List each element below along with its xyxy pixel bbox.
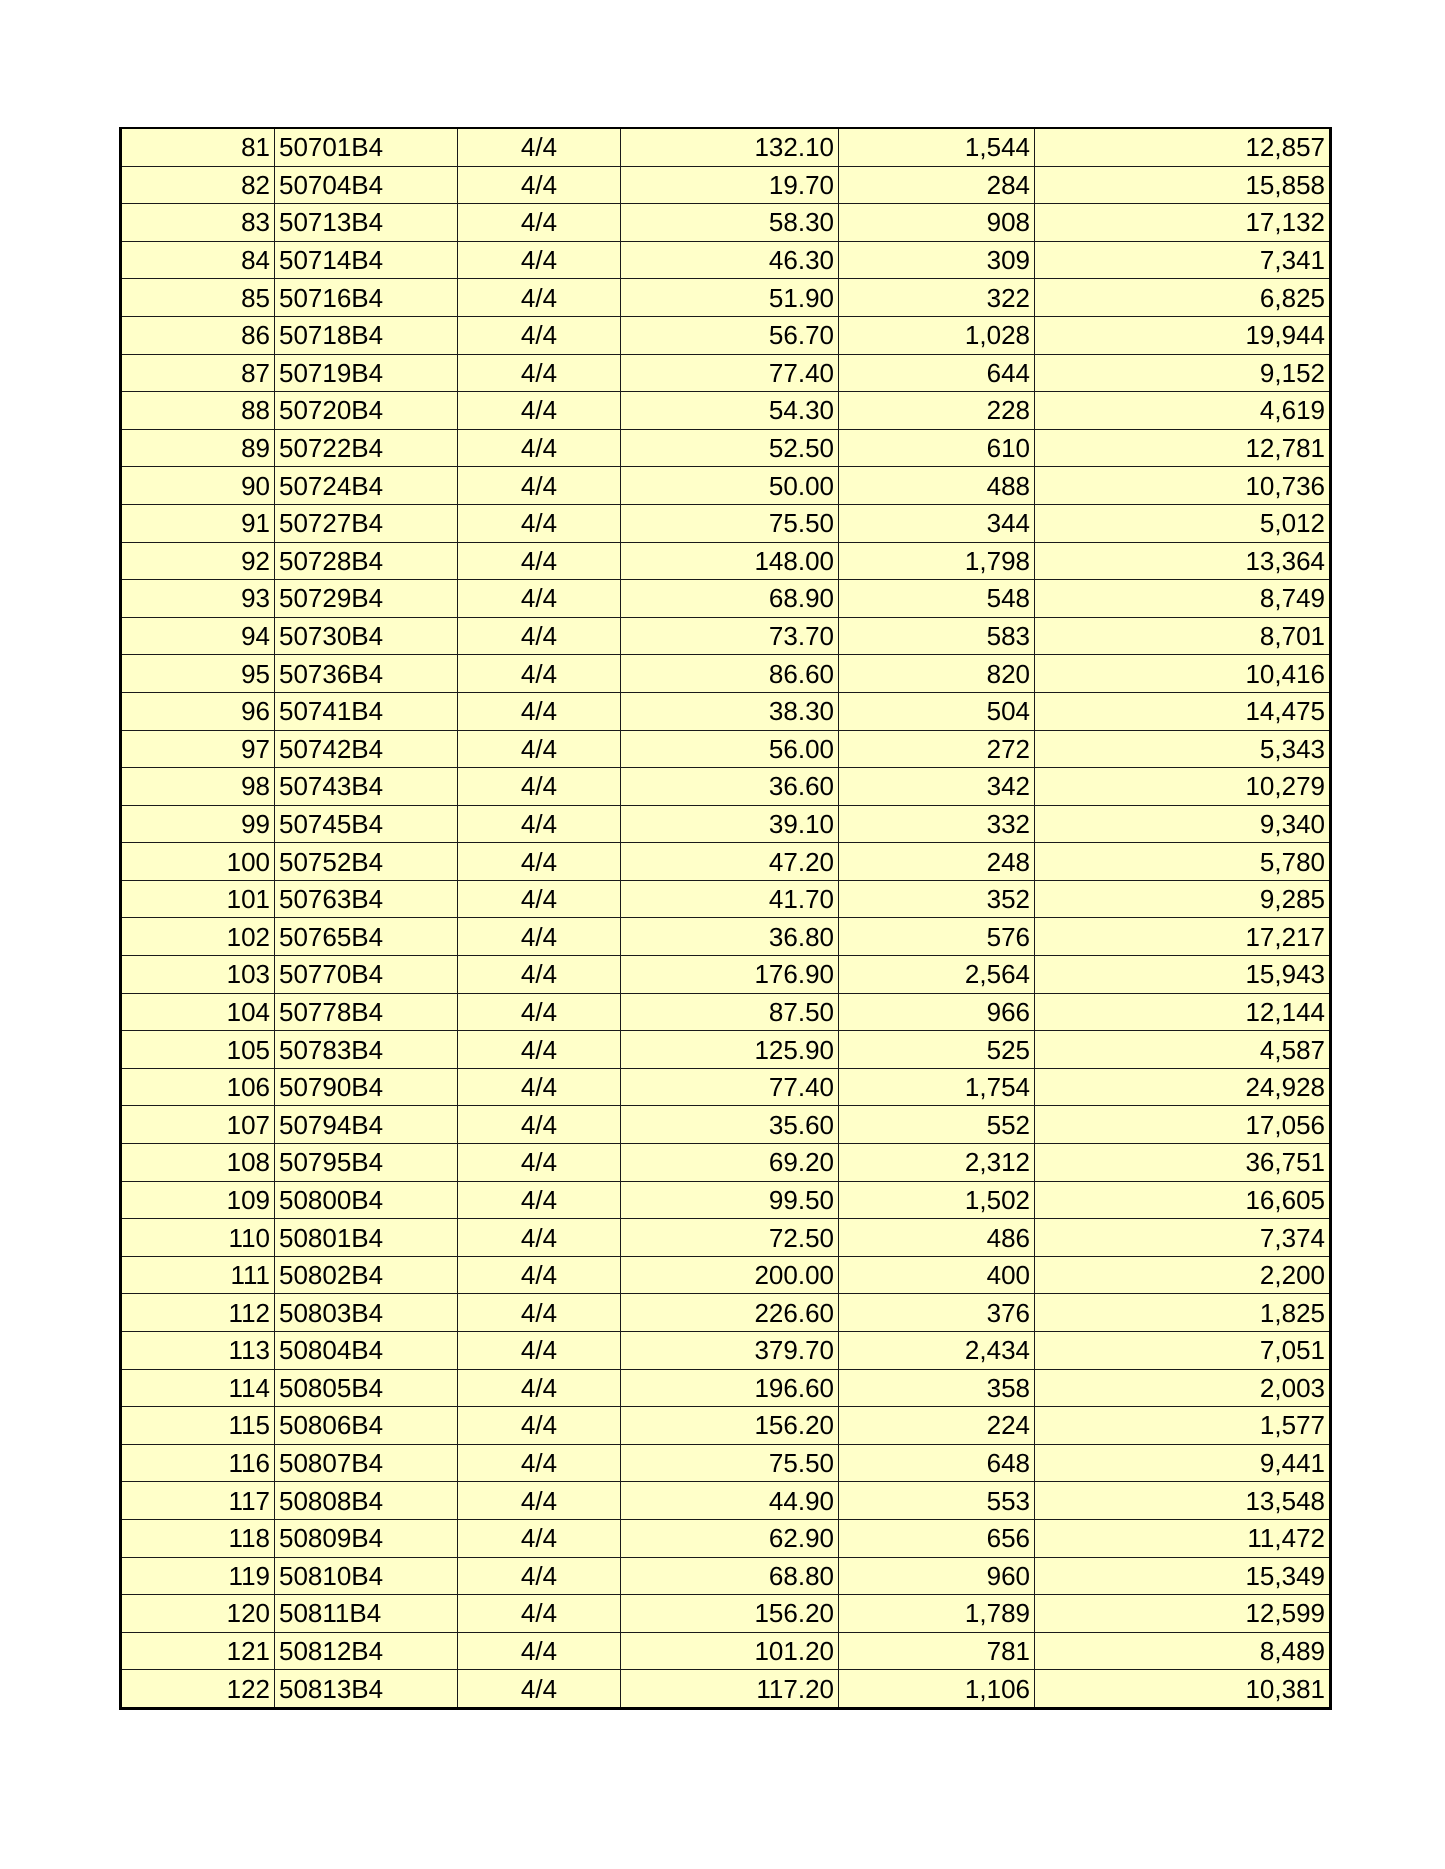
table-row <box>121 1444 1331 1482</box>
value-3-cell: 2,200 <box>1035 1256 1331 1294</box>
fraction-cell: 4/4 <box>458 880 621 918</box>
table-row <box>121 467 1331 505</box>
fraction-cell: 4/4 <box>458 504 621 542</box>
row-number-cell: 98 <box>121 768 275 806</box>
table-body <box>121 128 1331 1708</box>
row-number-cell: 122 <box>121 1670 275 1709</box>
item-id-cell: 50770B4 <box>275 956 458 994</box>
value-1-cell: 41.70 <box>621 880 839 918</box>
item-id-cell: 50763B4 <box>275 880 458 918</box>
value-3-cell: 5,780 <box>1035 843 1331 881</box>
data-table <box>119 127 1332 1710</box>
value-2-cell: 224 <box>839 1407 1035 1445</box>
value-1-cell: 50.00 <box>621 467 839 505</box>
row-number-cell: 118 <box>121 1519 275 1557</box>
value-3-cell: 24,928 <box>1035 1068 1331 1106</box>
fraction-cell: 4/4 <box>458 1294 621 1332</box>
table-row <box>121 542 1331 580</box>
fraction-cell: 4/4 <box>458 617 621 655</box>
value-3-cell: 12,144 <box>1035 993 1331 1031</box>
value-2-cell: 504 <box>839 692 1035 730</box>
value-3-cell: 10,279 <box>1035 768 1331 806</box>
value-1-cell: 52.50 <box>621 429 839 467</box>
value-3-cell: 9,285 <box>1035 880 1331 918</box>
value-1-cell: 44.90 <box>621 1482 839 1520</box>
row-number-cell: 105 <box>121 1031 275 1069</box>
fraction-cell: 4/4 <box>458 918 621 956</box>
row-number-cell: 117 <box>121 1482 275 1520</box>
value-2-cell: 344 <box>839 504 1035 542</box>
fraction-cell: 4/4 <box>458 956 621 994</box>
item-id-cell: 50794B4 <box>275 1106 458 1144</box>
item-id-cell: 50728B4 <box>275 542 458 580</box>
table-row <box>121 392 1331 430</box>
item-id-cell: 50803B4 <box>275 1294 458 1332</box>
item-id-cell: 50813B4 <box>275 1670 458 1709</box>
value-1-cell: 156.20 <box>621 1407 839 1445</box>
value-3-cell: 8,489 <box>1035 1632 1331 1670</box>
row-number-cell: 87 <box>121 354 275 392</box>
value-1-cell: 200.00 <box>621 1256 839 1294</box>
fraction-cell: 4/4 <box>458 805 621 843</box>
value-2-cell: 284 <box>839 166 1035 204</box>
item-id-cell: 50783B4 <box>275 1031 458 1069</box>
value-1-cell: 54.30 <box>621 392 839 430</box>
row-number-cell: 121 <box>121 1632 275 1670</box>
item-id-cell: 50752B4 <box>275 843 458 881</box>
value-2-cell: 656 <box>839 1519 1035 1557</box>
value-1-cell: 226.60 <box>621 1294 839 1332</box>
value-1-cell: 75.50 <box>621 504 839 542</box>
fraction-cell: 4/4 <box>458 166 621 204</box>
table-row <box>121 204 1331 242</box>
row-number-cell: 90 <box>121 467 275 505</box>
fraction-cell: 4/4 <box>458 655 621 693</box>
item-id-cell: 50805B4 <box>275 1369 458 1407</box>
row-number-cell: 116 <box>121 1444 275 1482</box>
value-2-cell: 644 <box>839 354 1035 392</box>
value-2-cell: 553 <box>839 1482 1035 1520</box>
value-3-cell: 8,701 <box>1035 617 1331 655</box>
row-number-cell: 89 <box>121 429 275 467</box>
fraction-cell: 4/4 <box>458 1407 621 1445</box>
row-number-cell: 82 <box>121 166 275 204</box>
fraction-cell: 4/4 <box>458 392 621 430</box>
table-row <box>121 128 1331 166</box>
value-3-cell: 11,472 <box>1035 1519 1331 1557</box>
fraction-cell: 4/4 <box>458 1106 621 1144</box>
row-number-cell: 96 <box>121 692 275 730</box>
row-number-cell: 104 <box>121 993 275 1031</box>
value-1-cell: 62.90 <box>621 1519 839 1557</box>
value-3-cell: 9,152 <box>1035 354 1331 392</box>
value-2-cell: 648 <box>839 1444 1035 1482</box>
value-1-cell: 36.60 <box>621 768 839 806</box>
table-row <box>121 429 1331 467</box>
fraction-cell: 4/4 <box>458 768 621 806</box>
value-1-cell: 68.90 <box>621 580 839 618</box>
row-number-cell: 106 <box>121 1068 275 1106</box>
row-number-cell: 101 <box>121 880 275 918</box>
fraction-cell: 4/4 <box>458 580 621 618</box>
table-row <box>121 843 1331 881</box>
fraction-cell: 4/4 <box>458 241 621 279</box>
item-id-cell: 50810B4 <box>275 1557 458 1595</box>
row-number-cell: 95 <box>121 655 275 693</box>
table-row <box>121 1068 1331 1106</box>
row-number-cell: 81 <box>121 128 275 166</box>
value-1-cell: 56.70 <box>621 316 839 354</box>
fraction-cell: 4/4 <box>458 1181 621 1219</box>
row-number-cell: 111 <box>121 1256 275 1294</box>
value-1-cell: 156.20 <box>621 1595 839 1633</box>
value-3-cell: 15,858 <box>1035 166 1331 204</box>
item-id-cell: 50719B4 <box>275 354 458 392</box>
item-id-cell: 50701B4 <box>275 128 458 166</box>
item-id-cell: 50741B4 <box>275 692 458 730</box>
item-id-cell: 50722B4 <box>275 429 458 467</box>
value-2-cell: 2,312 <box>839 1144 1035 1182</box>
item-id-cell: 50804B4 <box>275 1332 458 1370</box>
row-number-cell: 102 <box>121 918 275 956</box>
fraction-cell: 4/4 <box>458 128 621 166</box>
fraction-cell: 4/4 <box>458 1219 621 1257</box>
row-number-cell: 85 <box>121 279 275 317</box>
item-id-cell: 50807B4 <box>275 1444 458 1482</box>
value-1-cell: 72.50 <box>621 1219 839 1257</box>
value-2-cell: 2,434 <box>839 1332 1035 1370</box>
value-3-cell: 15,943 <box>1035 956 1331 994</box>
value-2-cell: 2,564 <box>839 956 1035 994</box>
value-2-cell: 1,502 <box>839 1181 1035 1219</box>
fraction-cell: 4/4 <box>458 467 621 505</box>
value-2-cell: 1,798 <box>839 542 1035 580</box>
table-row <box>121 1144 1331 1182</box>
item-id-cell: 50802B4 <box>275 1256 458 1294</box>
table-row <box>121 1670 1331 1709</box>
table-row <box>121 1369 1331 1407</box>
value-3-cell: 9,441 <box>1035 1444 1331 1482</box>
table-row <box>121 166 1331 204</box>
value-1-cell: 73.70 <box>621 617 839 655</box>
value-2-cell: 908 <box>839 204 1035 242</box>
value-1-cell: 87.50 <box>621 993 839 1031</box>
row-number-cell: 93 <box>121 580 275 618</box>
value-1-cell: 75.50 <box>621 1444 839 1482</box>
value-3-cell: 13,548 <box>1035 1482 1331 1520</box>
value-1-cell: 176.90 <box>621 956 839 994</box>
item-id-cell: 50806B4 <box>275 1407 458 1445</box>
value-3-cell: 9,340 <box>1035 805 1331 843</box>
item-id-cell: 50812B4 <box>275 1632 458 1670</box>
value-2-cell: 400 <box>839 1256 1035 1294</box>
item-id-cell: 50729B4 <box>275 580 458 618</box>
item-id-cell: 50724B4 <box>275 467 458 505</box>
table-row <box>121 805 1331 843</box>
row-number-cell: 120 <box>121 1595 275 1633</box>
value-2-cell: 820 <box>839 655 1035 693</box>
value-3-cell: 15,349 <box>1035 1557 1331 1595</box>
table-row <box>121 1256 1331 1294</box>
item-id-cell: 50801B4 <box>275 1219 458 1257</box>
fraction-cell: 4/4 <box>458 429 621 467</box>
table-row <box>121 1294 1331 1332</box>
value-3-cell: 7,051 <box>1035 1332 1331 1370</box>
fraction-cell: 4/4 <box>458 730 621 768</box>
row-number-cell: 107 <box>121 1106 275 1144</box>
fraction-cell: 4/4 <box>458 1557 621 1595</box>
item-id-cell: 50716B4 <box>275 279 458 317</box>
fraction-cell: 4/4 <box>458 316 621 354</box>
value-2-cell: 376 <box>839 1294 1035 1332</box>
value-1-cell: 125.90 <box>621 1031 839 1069</box>
value-1-cell: 35.60 <box>621 1106 839 1144</box>
item-id-cell: 50713B4 <box>275 204 458 242</box>
row-number-cell: 94 <box>121 617 275 655</box>
value-3-cell: 12,781 <box>1035 429 1331 467</box>
value-3-cell: 7,341 <box>1035 241 1331 279</box>
value-1-cell: 379.70 <box>621 1332 839 1370</box>
table-row <box>121 1181 1331 1219</box>
table-row <box>121 1557 1331 1595</box>
row-number-cell: 110 <box>121 1219 275 1257</box>
value-3-cell: 17,056 <box>1035 1106 1331 1144</box>
table-row <box>121 504 1331 542</box>
value-1-cell: 46.30 <box>621 241 839 279</box>
fraction-cell: 4/4 <box>458 1519 621 1557</box>
value-2-cell: 960 <box>839 1557 1035 1595</box>
value-2-cell: 1,106 <box>839 1670 1035 1709</box>
value-3-cell: 19,944 <box>1035 316 1331 354</box>
value-3-cell: 4,619 <box>1035 392 1331 430</box>
table-row <box>121 1519 1331 1557</box>
value-3-cell: 10,416 <box>1035 655 1331 693</box>
value-2-cell: 781 <box>839 1632 1035 1670</box>
fraction-cell: 4/4 <box>458 1444 621 1482</box>
fraction-cell: 4/4 <box>458 1068 621 1106</box>
item-id-cell: 50730B4 <box>275 617 458 655</box>
item-id-cell: 50765B4 <box>275 918 458 956</box>
value-3-cell: 2,003 <box>1035 1369 1331 1407</box>
row-number-cell: 115 <box>121 1407 275 1445</box>
value-3-cell: 16,605 <box>1035 1181 1331 1219</box>
item-id-cell: 50704B4 <box>275 166 458 204</box>
row-number-cell: 88 <box>121 392 275 430</box>
fraction-cell: 4/4 <box>458 279 621 317</box>
table-row <box>121 241 1331 279</box>
table-row <box>121 316 1331 354</box>
value-3-cell: 10,736 <box>1035 467 1331 505</box>
row-number-cell: 119 <box>121 1557 275 1595</box>
table-row <box>121 1219 1331 1257</box>
row-number-cell: 86 <box>121 316 275 354</box>
fraction-cell: 4/4 <box>458 1595 621 1633</box>
fraction-cell: 4/4 <box>458 1031 621 1069</box>
value-3-cell: 7,374 <box>1035 1219 1331 1257</box>
table-row <box>121 1031 1331 1069</box>
row-number-cell: 92 <box>121 542 275 580</box>
item-id-cell: 50808B4 <box>275 1482 458 1520</box>
table-row <box>121 692 1331 730</box>
value-2-cell: 610 <box>839 429 1035 467</box>
item-id-cell: 50778B4 <box>275 993 458 1031</box>
fraction-cell: 4/4 <box>458 843 621 881</box>
value-3-cell: 8,749 <box>1035 580 1331 618</box>
table-row <box>121 1482 1331 1520</box>
item-id-cell: 50743B4 <box>275 768 458 806</box>
fraction-cell: 4/4 <box>458 354 621 392</box>
item-id-cell: 50800B4 <box>275 1181 458 1219</box>
value-1-cell: 77.40 <box>621 1068 839 1106</box>
value-1-cell: 51.90 <box>621 279 839 317</box>
value-2-cell: 583 <box>839 617 1035 655</box>
table-row <box>121 880 1331 918</box>
table-row <box>121 730 1331 768</box>
value-2-cell: 228 <box>839 392 1035 430</box>
row-number-cell: 91 <box>121 504 275 542</box>
item-id-cell: 50727B4 <box>275 504 458 542</box>
fraction-cell: 4/4 <box>458 1670 621 1709</box>
value-3-cell: 6,825 <box>1035 279 1331 317</box>
value-3-cell: 5,012 <box>1035 504 1331 542</box>
row-number-cell: 84 <box>121 241 275 279</box>
value-2-cell: 1,544 <box>839 128 1035 166</box>
value-2-cell: 322 <box>839 279 1035 317</box>
value-2-cell: 352 <box>839 880 1035 918</box>
table-row <box>121 1332 1331 1370</box>
value-2-cell: 1,028 <box>839 316 1035 354</box>
fraction-cell: 4/4 <box>458 1482 621 1520</box>
item-id-cell: 50811B4 <box>275 1595 458 1633</box>
value-2-cell: 248 <box>839 843 1035 881</box>
value-2-cell: 488 <box>839 467 1035 505</box>
table-row <box>121 1595 1331 1633</box>
value-2-cell: 1,789 <box>839 1595 1035 1633</box>
table-row <box>121 768 1331 806</box>
value-2-cell: 332 <box>839 805 1035 843</box>
fraction-cell: 4/4 <box>458 1632 621 1670</box>
value-1-cell: 39.10 <box>621 805 839 843</box>
value-3-cell: 12,599 <box>1035 1595 1331 1633</box>
value-2-cell: 548 <box>839 580 1035 618</box>
fraction-cell: 4/4 <box>458 204 621 242</box>
item-id-cell: 50809B4 <box>275 1519 458 1557</box>
value-1-cell: 68.80 <box>621 1557 839 1595</box>
value-1-cell: 99.50 <box>621 1181 839 1219</box>
value-1-cell: 47.20 <box>621 843 839 881</box>
row-number-cell: 112 <box>121 1294 275 1332</box>
value-2-cell: 342 <box>839 768 1035 806</box>
row-number-cell: 109 <box>121 1181 275 1219</box>
fraction-cell: 4/4 <box>458 1256 621 1294</box>
value-3-cell: 1,577 <box>1035 1407 1331 1445</box>
value-3-cell: 1,825 <box>1035 1294 1331 1332</box>
row-number-cell: 114 <box>121 1369 275 1407</box>
item-id-cell: 50795B4 <box>275 1144 458 1182</box>
fraction-cell: 4/4 <box>458 692 621 730</box>
value-3-cell: 5,343 <box>1035 730 1331 768</box>
item-id-cell: 50714B4 <box>275 241 458 279</box>
value-2-cell: 272 <box>839 730 1035 768</box>
table-row <box>121 1106 1331 1144</box>
value-2-cell: 309 <box>839 241 1035 279</box>
item-id-cell: 50736B4 <box>275 655 458 693</box>
value-3-cell: 36,751 <box>1035 1144 1331 1182</box>
table-row <box>121 1632 1331 1670</box>
table-row <box>121 580 1331 618</box>
value-3-cell: 13,364 <box>1035 542 1331 580</box>
table-row <box>121 918 1331 956</box>
value-2-cell: 358 <box>839 1369 1035 1407</box>
table-row <box>121 956 1331 994</box>
value-1-cell: 56.00 <box>621 730 839 768</box>
item-id-cell: 50742B4 <box>275 730 458 768</box>
item-id-cell: 50718B4 <box>275 316 458 354</box>
row-number-cell: 83 <box>121 204 275 242</box>
value-3-cell: 12,857 <box>1035 128 1331 166</box>
row-number-cell: 103 <box>121 956 275 994</box>
value-2-cell: 486 <box>839 1219 1035 1257</box>
value-1-cell: 86.60 <box>621 655 839 693</box>
value-1-cell: 36.80 <box>621 918 839 956</box>
value-2-cell: 966 <box>839 993 1035 1031</box>
table-row <box>121 655 1331 693</box>
value-3-cell: 10,381 <box>1035 1670 1331 1709</box>
fraction-cell: 4/4 <box>458 993 621 1031</box>
value-3-cell: 4,587 <box>1035 1031 1331 1069</box>
value-1-cell: 58.30 <box>621 204 839 242</box>
value-3-cell: 17,217 <box>1035 918 1331 956</box>
fraction-cell: 4/4 <box>458 1332 621 1370</box>
table-row <box>121 617 1331 655</box>
table-row <box>121 993 1331 1031</box>
value-1-cell: 148.00 <box>621 542 839 580</box>
fraction-cell: 4/4 <box>458 1369 621 1407</box>
value-1-cell: 117.20 <box>621 1670 839 1709</box>
item-id-cell: 50745B4 <box>275 805 458 843</box>
fraction-cell: 4/4 <box>458 542 621 580</box>
fraction-cell: 4/4 <box>458 1144 621 1182</box>
item-id-cell: 50790B4 <box>275 1068 458 1106</box>
value-2-cell: 576 <box>839 918 1035 956</box>
value-1-cell: 38.30 <box>621 692 839 730</box>
value-2-cell: 525 <box>839 1031 1035 1069</box>
value-1-cell: 132.10 <box>621 128 839 166</box>
row-number-cell: 100 <box>121 843 275 881</box>
table-row <box>121 279 1331 317</box>
value-1-cell: 196.60 <box>621 1369 839 1407</box>
value-2-cell: 552 <box>839 1106 1035 1144</box>
row-number-cell: 99 <box>121 805 275 843</box>
value-3-cell: 14,475 <box>1035 692 1331 730</box>
row-number-cell: 97 <box>121 730 275 768</box>
row-number-cell: 113 <box>121 1332 275 1370</box>
value-1-cell: 19.70 <box>621 166 839 204</box>
table-row <box>121 1407 1331 1445</box>
value-2-cell: 1,754 <box>839 1068 1035 1106</box>
value-3-cell: 17,132 <box>1035 204 1331 242</box>
row-number-cell: 108 <box>121 1144 275 1182</box>
item-id-cell: 50720B4 <box>275 392 458 430</box>
value-1-cell: 101.20 <box>621 1632 839 1670</box>
value-1-cell: 77.40 <box>621 354 839 392</box>
value-1-cell: 69.20 <box>621 1144 839 1182</box>
table-row <box>121 354 1331 392</box>
